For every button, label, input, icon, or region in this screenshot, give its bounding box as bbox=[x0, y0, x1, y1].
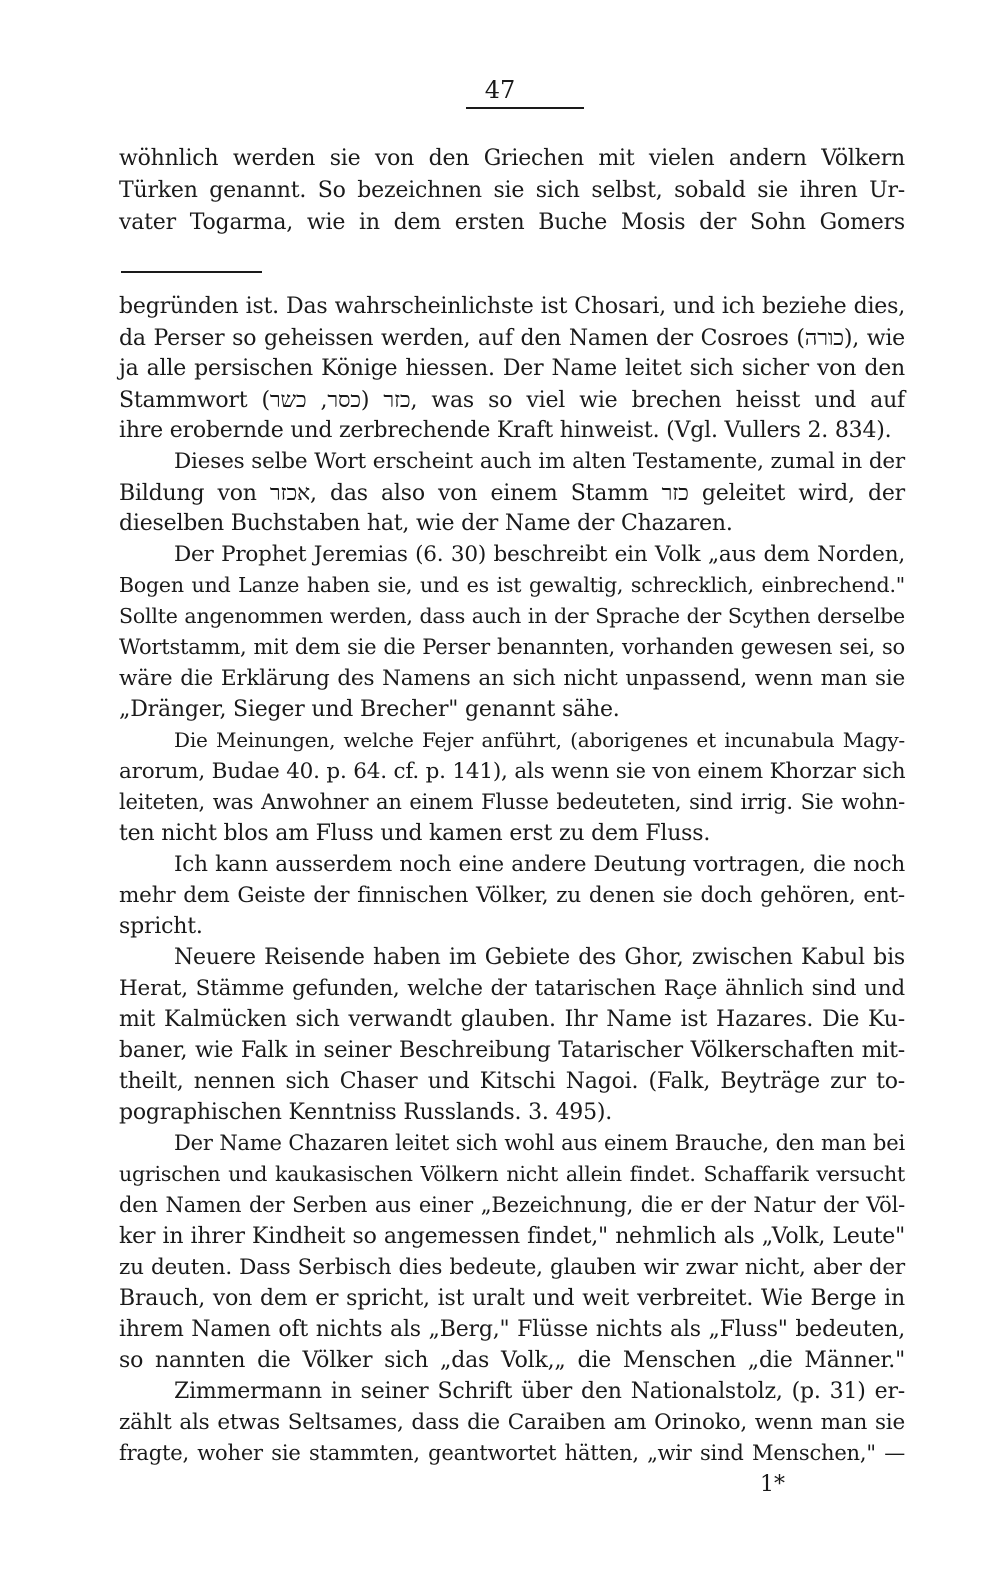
text-line: ihre erobernde und zerbrechende Kraft hinweist. (Vgl. Vullers 2. 834). bbox=[119, 418, 892, 443]
text-line: begründen ist. Das wahrscheinlichste ist Chosari, und ich beziehe dies, bbox=[119, 294, 905, 319]
text-line: „Dränger, Sieger und Brecher" genannt sähe. bbox=[119, 697, 620, 722]
header-rule bbox=[466, 107, 584, 109]
text-line: pographischen Kenntniss Russlands. 3. 495). bbox=[119, 1100, 613, 1125]
text-line: Sollte angenommen werden, dass auch in der Sprache der Scythen derselbe bbox=[119, 604, 905, 628]
text-line: Brauch, von dem er spricht, ist uralt und weit verbreitet. Wie Berge in bbox=[119, 1286, 905, 1311]
text-line: fragte, woher sie stammten, geantwortet hätten, „wir sind Menschen," — bbox=[119, 1441, 905, 1465]
text-line: Türken genannt. So bezeichnen sie sich selbst, sobald sie ihren Ur- bbox=[119, 178, 905, 203]
text-line: da Perser so geheissen werden, auf den Namen der Cosroes (כורה), wie bbox=[119, 326, 905, 351]
text-line: mit Kalmücken sich verwandt glauben. Ihr Name ist Hazares. Die Ku- bbox=[119, 1007, 905, 1032]
text-line: Die Meinungen, welche Fejer anführt, (aborigenes et incunabula Magy- bbox=[174, 728, 905, 752]
text-line: zu deuten. Dass Serbisch dies bedeute, glauben wir zwar nicht, aber der bbox=[119, 1255, 905, 1280]
text-line: ker in ihrer Kindheit so angemessen findet," nehmlich als „Volk, Leute" bbox=[119, 1224, 905, 1249]
text-line: Wortstamm, mit dem sie die Perser benannten, vorhanden gewesen sei, so bbox=[119, 635, 905, 659]
text-line: Dieses selbe Wort erscheint auch im alten Testamente, zumal in der bbox=[174, 449, 905, 474]
printer-signature: 1* bbox=[760, 1472, 785, 1497]
footnote-rule bbox=[121, 271, 262, 273]
text-line: ihrem Namen oft nichts als „Berg," Flüsse nichts als „Fluss" bedeuten, bbox=[119, 1317, 905, 1342]
text-line: dieselben Buchstaben hat, wie der Name der Chazaren. bbox=[119, 511, 733, 536]
text-line: Herat, Stämme gefunden, welche der tatarischen Raçe ähnlich sind und bbox=[119, 976, 905, 1001]
text-line: baner, wie Falk in seiner Beschreibung Tatarischer Völkerschaften mit- bbox=[119, 1038, 905, 1063]
text-line: Der Name Chazaren leitet sich wohl aus einem Brauche, den man bei bbox=[174, 1131, 905, 1155]
text-line: vater Togarma, wie in dem ersten Buche Mosis der Sohn Gomers bbox=[119, 210, 905, 235]
text-line: ja alle persischen Könige hiessen. Der Name leitet sich sicher von den bbox=[119, 356, 905, 381]
text-line: Neuere Reisende haben im Gebiete des Ghor, zwischen Kabul bis bbox=[174, 945, 905, 970]
text-line: ugrischen und kaukasischen Völkern nicht allein findet. Schaffarik versucht bbox=[119, 1162, 905, 1186]
text-line: Der Prophet Jeremias (6. 30) beschreibt ein Volk „aus dem Norden, bbox=[174, 542, 905, 567]
text-line: mehr dem Geiste der finnischen Völker, zu denen sie doch gehören, ent- bbox=[119, 883, 905, 908]
text-line: spricht. bbox=[119, 914, 203, 939]
text-line: wäre die Erklärung des Namens an sich nicht unpassend, wenn man sie bbox=[119, 666, 905, 691]
text-line: wöhnlich werden sie von den Griechen mit vielen andern Völkern bbox=[119, 146, 905, 171]
text-line: Bildung von אכזר, das also von einem Stamm כזר geleitet wird, der bbox=[119, 481, 905, 506]
text-line: theilt, nennen sich Chaser und Kitschi Nagoi. (Falk, Beyträge zur to- bbox=[119, 1069, 905, 1094]
text-line: Ich kann ausserdem noch eine andere Deutung vortragen, die noch bbox=[174, 852, 905, 877]
text-line: ten nicht blos am Fluss und kamen erst zu dem Fluss. bbox=[119, 821, 711, 846]
text-line: so nannten die Völker sich „das Volk,„ die Menschen „die Männer." bbox=[119, 1348, 905, 1373]
text-line: leiteten, was Anwohner an einem Flusse bedeuteten, sind irrig. Sie wohn- bbox=[119, 790, 905, 814]
text-line: den Namen der Serben aus einer „Bezeichnung, die er der Natur der Völ- bbox=[119, 1193, 905, 1217]
text-line: Zimmermann in seiner Schrift über den Nationalstolz, (p. 31) er- bbox=[174, 1379, 905, 1404]
text-line: zählt als etwas Seltsames, dass die Caraiben am Orinoko, wenn man sie bbox=[119, 1410, 905, 1435]
text-line: arorum, Budae 40. p. 64. cf. p. 141), als wenn sie von einem Khorzar sich bbox=[119, 759, 906, 784]
text-line: Stammwort כזר (כסר, כשר), was so viel wie brechen heisst und auf bbox=[119, 388, 905, 413]
text-line: Bogen und Lanze haben sie, und es ist gewaltig, schrecklich, einbrechend." bbox=[119, 573, 905, 597]
page-number: 47 bbox=[484, 76, 516, 104]
